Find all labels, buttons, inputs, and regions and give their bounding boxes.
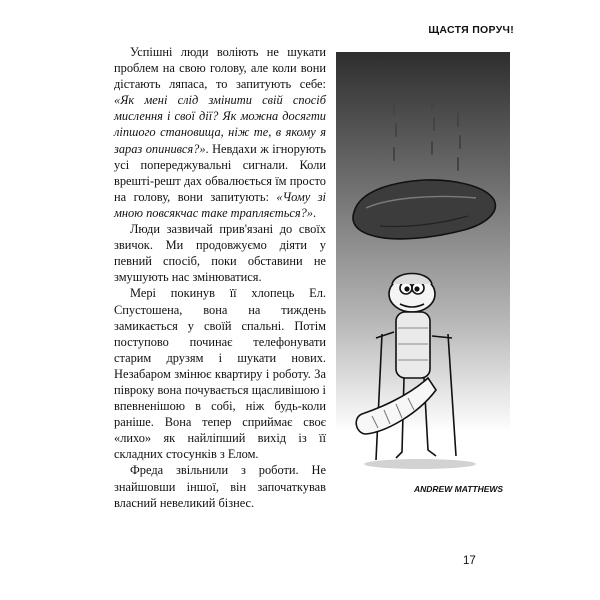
ground-shadow (364, 459, 476, 469)
running-title: ЩАСТЯ ПОРУЧ! (428, 24, 514, 36)
paragraph-3: Мері покинув її хлопець Ел. Спустошена, вона на тиждень замикається у своїй спальні. Потім поступово починає телефонувати старим друзям і шукати нових. Незабаром змінює квартиру і роботу. За півроку вона почувається щасливішою і впевненішою в собі, ніж будь-коли раніше. Вона тепер сприймає своє «лихо» як найліпший вихід із її складних стосунків з Елом. (114, 286, 326, 462)
p1-quote-2: «Чому зі мною повсякчас таке трапляється?» (114, 189, 326, 220)
p1-part-a: Успішні люди воліють не шукати проблем на свою голову, але коли вони дістають ляпаса, то запитують себе: (114, 45, 326, 92)
page-number: 17 (463, 555, 476, 567)
paragraph-2: Люди зазвичай прив'язані до своїх звичок. Ми продовжуємо діяти у певний спосіб, поки обставини не змушують нас змінюватися. (114, 222, 326, 285)
artist-signature: ANDREW MATTHEWS (414, 484, 504, 494)
paragraph-1 (114, 44, 326, 221)
p1-part-e: . (313, 205, 317, 220)
paragraph-4: Фреда звільнили з роботи. Не знайшовши іншої, він започаткував власний невеликий бізнес. (114, 463, 326, 510)
body-text (114, 44, 326, 511)
p1-part-c: . Невдахи ж ігнорують усі попереджувальні сигнали. Коли врешті-решт дах обвалюється їм просто на голову, вони запитують: (114, 141, 326, 204)
p1-quote-1: «Як мені слід змінити свій спосіб мислення і свої дії? Як можна досягти ліпшого становища, ніж те, в якому я зараз опинився?» (114, 93, 326, 156)
cartoon-illustration (336, 52, 510, 524)
